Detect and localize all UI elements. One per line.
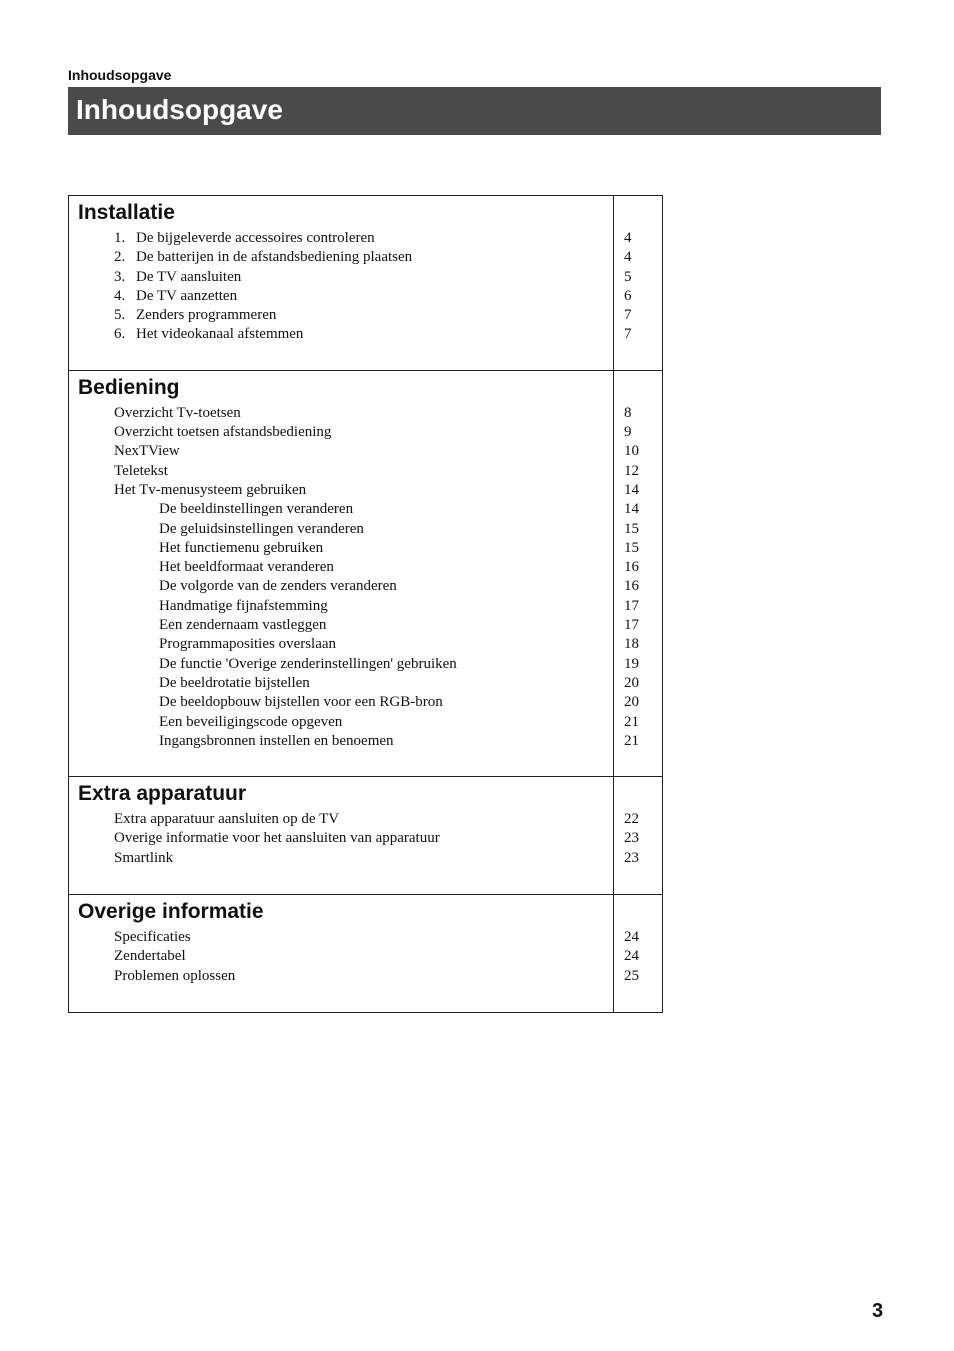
toc-entry-page[interactable]: 19 [624, 655, 639, 672]
toc-entry-page[interactable]: 20 [624, 674, 639, 691]
toc-entry[interactable] [78, 635, 613, 654]
toc-entry-page[interactable]: 21 [624, 732, 639, 749]
toc-entry[interactable] [78, 928, 613, 947]
toc-entry[interactable] [78, 947, 613, 966]
toc-entry-text: Overzicht toetsen afstandsbediening [114, 424, 332, 441]
toc-entry[interactable] [78, 268, 613, 287]
toc-entry-page[interactable]: 25 [624, 967, 639, 984]
toc-entry-text: Een beveiligingscode opgeven [159, 713, 343, 730]
toc-entry-text: De beeldopbouw bijstellen voor een RGB-bron [159, 694, 443, 711]
section-title: Installatie [78, 201, 175, 224]
toc-entry[interactable] [78, 810, 613, 829]
toc-entry-page[interactable]: 7 [624, 326, 632, 343]
toc-section-entries [69, 371, 614, 776]
toc-entry-text: Specificaties [114, 929, 191, 946]
toc-entry-text: De functie 'Overige zenderinstellingen' gebruiken [159, 655, 457, 672]
toc-section [69, 370, 662, 776]
toc-entry[interactable] [78, 829, 613, 848]
toc-entry[interactable] [78, 597, 613, 616]
toc-entry[interactable] [78, 248, 613, 267]
toc-entry[interactable] [78, 849, 613, 868]
page-title: Inhoudsopgave [68, 87, 881, 135]
toc-section-entries [69, 777, 614, 894]
toc-section-entries [69, 196, 614, 370]
toc-entry-text: Teletekst [114, 462, 168, 479]
toc-entry[interactable] [78, 732, 613, 751]
toc-entry[interactable] [78, 616, 613, 635]
toc-entry-page[interactable]: 5 [624, 268, 632, 285]
toc-entry-page[interactable]: 9 [624, 424, 632, 441]
table-of-contents [68, 195, 663, 1013]
toc-entry-page[interactable]: 15 [624, 539, 639, 556]
toc-entry[interactable] [78, 539, 613, 558]
toc-entry[interactable] [78, 674, 613, 693]
toc-entry-page[interactable]: 14 [624, 501, 639, 518]
toc-entry[interactable] [78, 229, 613, 248]
toc-entry-number: 4. [114, 287, 126, 304]
toc-entry[interactable] [78, 577, 613, 596]
toc-entry-page[interactable]: 14 [624, 481, 639, 498]
toc-entry-page[interactable]: 4 [624, 230, 632, 246]
toc-entry-page[interactable]: 6 [624, 287, 632, 304]
toc-entry-number: 2. [114, 249, 126, 266]
toc-entry-text: De beeldrotatie bijstellen [159, 674, 310, 691]
toc-entry[interactable] [78, 713, 613, 732]
toc-entry-text: De volgorde van de zenders veranderen [159, 578, 397, 595]
toc-entry-text: Smartlink [114, 849, 174, 866]
toc-entry-number: 5. [114, 307, 126, 324]
toc-entry[interactable] [78, 655, 613, 674]
toc-section [69, 196, 662, 370]
toc-entry-text: Zenders programmeren [136, 307, 277, 324]
toc-entry-text: De batterijen in de afstandsbediening plaatsen [136, 249, 413, 266]
toc-entry-page[interactable]: 10 [624, 443, 639, 460]
toc-entry[interactable] [78, 462, 613, 481]
toc-entry-page[interactable]: 18 [624, 636, 639, 653]
section-title: Extra apparatuur [78, 782, 247, 806]
toc-entry-text: De bijgeleverde accessoires controleren [136, 230, 375, 246]
toc-entry-page[interactable]: 16 [624, 578, 639, 595]
toc-entry-text: De geluidsinstellingen veranderen [159, 520, 364, 537]
toc-entry-page[interactable]: 12 [624, 462, 639, 479]
toc-entry-page[interactable]: 17 [624, 597, 639, 614]
toc-section-pages [614, 777, 662, 894]
section-title: Bediening [78, 375, 180, 399]
toc-entry[interactable] [78, 967, 613, 986]
toc-entry-page[interactable]: 17 [624, 617, 639, 634]
toc-entry-text: Problemen oplossen [114, 967, 236, 984]
toc-entry[interactable] [78, 423, 613, 442]
toc-entry-text: Een zendernaam vastleggen [159, 617, 327, 634]
toc-entry[interactable] [78, 404, 613, 423]
toc-entry[interactable] [78, 325, 613, 344]
toc-entry[interactable] [78, 442, 613, 461]
toc-entry-text: Handmatige fijnafstemming [159, 597, 328, 614]
toc-entry-page[interactable]: 7 [624, 307, 632, 324]
toc-section-entries [69, 895, 614, 1012]
toc-entry[interactable] [78, 693, 613, 712]
toc-entry-text: Extra apparatuur aansluiten op de TV [114, 811, 340, 828]
toc-entry-page[interactable]: 24 [624, 929, 639, 946]
toc-entry-page[interactable]: 24 [624, 948, 639, 965]
toc-entry-page[interactable]: 22 [624, 811, 639, 828]
toc-entry-number: 3. [114, 268, 126, 285]
toc-entry[interactable] [78, 306, 613, 325]
page-number: 3 [872, 1300, 884, 1322]
toc-section-pages [614, 895, 662, 1012]
running-header: Inhoudsopgave [68, 67, 172, 83]
toc-entry-text: NexTView [114, 443, 180, 460]
toc-entry-page[interactable]: 16 [624, 559, 639, 576]
section-title: Overige informatie [78, 900, 264, 924]
toc-section [69, 776, 662, 894]
toc-entry-text: Het Tv-menusysteem gebruiken [114, 481, 307, 498]
toc-entry-text: De beeldinstellingen veranderen [159, 501, 354, 518]
toc-entry[interactable] [78, 558, 613, 577]
toc-section [69, 894, 662, 1012]
toc-entry-page[interactable]: 15 [624, 520, 639, 537]
toc-section-pages [614, 196, 662, 370]
toc-entry-number: 6. [114, 326, 126, 343]
toc-entry[interactable] [78, 481, 613, 500]
toc-entry-text: Programmaposities overslaan [159, 636, 337, 653]
toc-entry[interactable] [78, 520, 613, 539]
toc-entry-number: 1. [114, 230, 126, 246]
toc-entry[interactable] [78, 287, 613, 306]
toc-entry-text: De TV aansluiten [136, 268, 242, 285]
toc-entry-text: Overige informatie voor het aansluiten van apparatuur [114, 830, 440, 847]
toc-entry-text: Overzicht Tv-toetsen [114, 404, 241, 421]
toc-entry[interactable] [78, 500, 613, 519]
toc-entry-page[interactable]: 4 [624, 249, 632, 266]
toc-entry-text: Het beeldformaat veranderen [159, 559, 334, 576]
toc-entry-page[interactable]: 23 [624, 830, 639, 847]
toc-entry-page[interactable]: 8 [624, 404, 632, 421]
toc-entry-text: Ingangsbronnen instellen en benoemen [159, 732, 394, 749]
toc-entry-text: Zendertabel [114, 948, 186, 965]
toc-entry-text: De TV aanzetten [136, 287, 238, 304]
toc-entry-page[interactable]: 23 [624, 849, 639, 866]
toc-entry-text: Het videokanaal afstemmen [136, 326, 304, 343]
toc-entry-page[interactable]: 21 [624, 713, 639, 730]
toc-entry-text: Het functiemenu gebruiken [159, 539, 324, 556]
toc-entry-page[interactable]: 20 [624, 694, 639, 711]
toc-section-pages [614, 371, 662, 776]
